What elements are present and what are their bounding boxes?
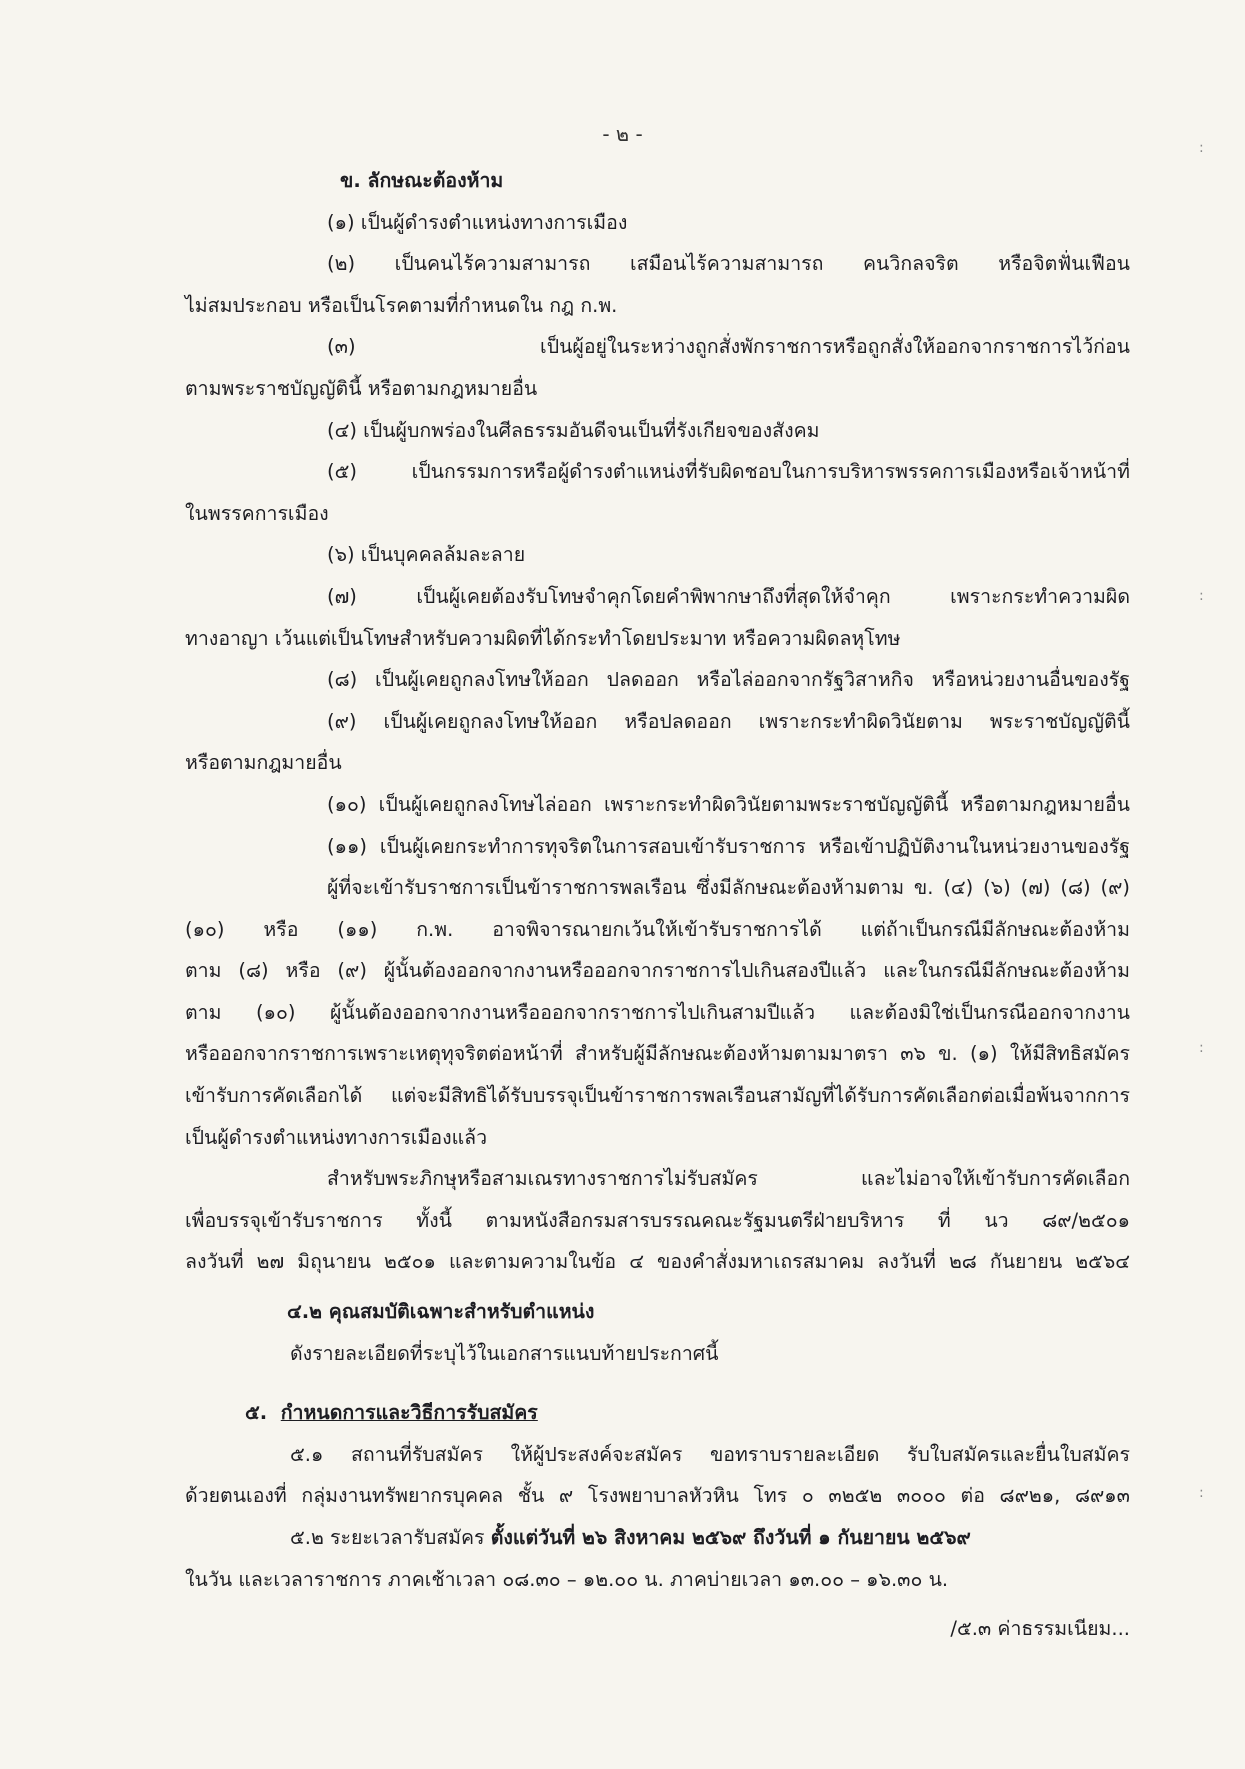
section-5-1-line: ๕.๑ สถานที่รับสมัคร ให้ผู้ประสงค์จะสมัคร ขอทราบรายละเอียด รับใบสมัครและยื่นใบสมัคร [290,1442,1130,1466]
exemption-para-line: เป็นผู้ดำรงตำแหน่งทางการเมืองแล้ว [185,1125,488,1149]
section-5-2-dates: ตั้งแต่วันที่ ๒๖ สิงหาคม ๒๕๖๙ ถึงวันที่ ๑ กันยายน ๒๕๖๙ [490,1526,971,1549]
item-11: (๑๑) เป็นผู้เคยกระทำการทุจริตในการสอบเข้ารับราชการ หรือเข้าปฏิบัติงานในหน่วยงานของรัฐ [327,834,1130,858]
item-9-cont: หรือตามกฎมายอื่น [185,751,342,775]
section-5-title: กำหนดการและวิธีการรับสมัคร [280,1401,538,1425]
item-4: (๔) เป็นผู้บกพร่องในศีลธรรมอันดีจนเป็นที่รังเกียจของสังคม [327,418,820,442]
exemption-para-line: ตาม (๘) หรือ (๙) ผู้นั้นต้องออกจากงานหรือออกจากราชการไปเกินสองปีแล้ว และในกรณีมีลักษณะต้องห้าม [185,959,1130,983]
exemption-para-line: หรือออกจากราชการเพราะเหตุทุจริตต่อหน้าที่ สำหรับผู้มีลักษณะต้องห้ามตามมาตรา ๓๖ ข. (๑) ให้มีสิทธิสมัคร [185,1042,1130,1066]
monk-para-line: สำหรับพระภิกษุหรือสามเณรทางราชการไม่รับสมัคร และไม่อาจให้เข้ารับการคัดเลือก [327,1167,1130,1191]
margin-mark: : [1199,1040,1204,1056]
document-body [185,160,1130,1650]
item-7-cont: ทางอาญา เว้นแต่เป็นโทษสำหรับความผิดที่ได้กระทำโดยประมาท หรือความผิดลหุโทษ [185,626,901,650]
margin-mark: : [1199,140,1204,156]
item-3: (๓) เป็นผู้อยู่ในระหว่างถูกสั่งพักราชการหรือถูกสั่งให้ออกจากราชการไว้ก่อน [327,335,1130,359]
item-10: (๑๐) เป็นผู้เคยถูกลงโทษไล่ออก เพราะกระทำผิดวินัยตามพระราชบัญญัตินี้ หรือตามกฎหมายอื่น [327,792,1130,816]
section-4-2-heading: ๔.๒ คุณสมบัติเฉพาะสำหรับตำแหน่ง [287,1300,595,1324]
item-3-cont: ตามพระราชบัญญัตินี้ หรือตามกฎหมายอื่น [185,376,538,400]
item-8: (๘) เป็นผู้เคยถูกลงโทษให้ออก ปลดออก หรือไล่ออกจากรัฐวิสาหกิจ หรือหน่วยงานอื่นของรัฐ [327,668,1130,692]
item-5-cont: ในพรรคการเมือง [185,501,329,525]
continuation-note: /๕.๓ ค่าธรรมเนียม... [950,1617,1130,1641]
exemption-para-line: ตาม (๑๐) ผู้นั้นต้องออกจากงานหรือออกจากราชการไปเกินสามปีแล้ว และต้องมิใช่เป็นกรณีออกจากงาน [185,1000,1130,1024]
item-2-cont: ไม่สมประกอบ หรือเป็นโรคตามที่กำหนดใน กฎ ก.พ. [185,293,618,317]
section-5-2-line [185,1517,1130,1559]
exemption-para-line: เข้ารับการคัดเลือกได้ แต่จะมีสิทธิได้รับบรรจุเป็นข้าราชการพลเรือนสามัญที่ได้รับการคัดเลือกต่อเมื่อพ้นจากการ [185,1084,1130,1108]
exemption-para-line: ผู้ที่จะเข้ารับราชการเป็นข้าราชการพลเรือน ซึ่งมีลักษณะต้องห้ามตาม ข. (๔) (๖) (๗) (๘) (๙) [327,876,1130,900]
section-5-heading [185,1392,1130,1434]
item-7: (๗) เป็นผู้เคยต้องรับโทษจำคุกโดยคำพิพากษาถึงที่สุดให้จำคุก เพราะกระทำความผิด [327,584,1130,608]
section-5-2-cont: ในวัน และเวลาราชการ ภาคเช้าเวลา ๐๘.๓๐ – ๑๒.๐๐ น. ภาคบ่ายเวลา ๑๓.๐๐ – ๑๖.๓๐ น. [185,1567,949,1591]
section-5-number: ๕. [245,1401,268,1425]
monk-para-line: ลงวันที่ ๒๗ มิถุนายน ๒๕๐๑ และตามความในข้อ ๔ ของคำสั่งมหาเถรสมาคม ลงวันที่ ๒๘ กันยายน ๒๕๖๔ [185,1250,1130,1274]
item-6: (๖) เป็นบุคคลล้มละลาย [327,543,526,567]
item-5: (๕) เป็นกรรมการหรือผู้ดำรงตำแหน่งที่รับผิดชอบในการบริหารพรรคการเมืองหรือเจ้าหน้าที่ [327,460,1130,484]
item-1: (๑) เป็นผู้ดำรงตำแหน่งทางการเมือง [327,210,628,234]
item-2: (๒) เป็นคนไร้ความสามารถ เสมือนไร้ความสามารถ คนวิกลจริต หรือจิตฟั่นเฟือน [327,252,1130,276]
section-b-heading: ข. ลักษณะต้องห้าม [340,169,504,192]
page-number: - ๒ - [602,122,643,146]
exemption-para-line: (๑๐) หรือ (๑๑) ก.พ. อาจพิจารณายกเว้นให้เข้ารับราชการได้ แต่ถ้าเป็นกรณีมีลักษณะต้องห้าม [185,917,1130,941]
margin-mark: : [1199,1485,1204,1501]
section-5-1-line: ด้วยตนเองที่ กลุ่มงานทรัพยากรบุคคล ชั้น ๙ โรงพยาบาลหัวหิน โทร ๐ ๓๒๕๒ ๓๐๐๐ ต่อ ๘๙๒๑, ๘๙๑๓ [185,1484,1130,1508]
section-4-2-body: ดังรายละเอียดที่ระบุไว้ในเอกสารแนบท้ายประกาศนี้ [290,1341,719,1365]
item-9: (๙) เป็นผู้เคยถูกลงโทษให้ออก หรือปลดออก เพราะกระทำผิดวินัยตาม พระราชบัญญัตินี้ [327,709,1130,733]
section-5-2-label: ๕.๒ ระยะเวลารับสมัคร [290,1526,485,1549]
monk-para-line: เพื่อบรรจุเข้ารับราชการ ทั้งนี้ ตามหนังสือกรมสารบรรณคณะรัฐมนตรีฝ่ายบริหาร ที่ นว ๘๙/๒๕๐๑ [185,1208,1130,1232]
margin-mark: : [1199,588,1204,604]
